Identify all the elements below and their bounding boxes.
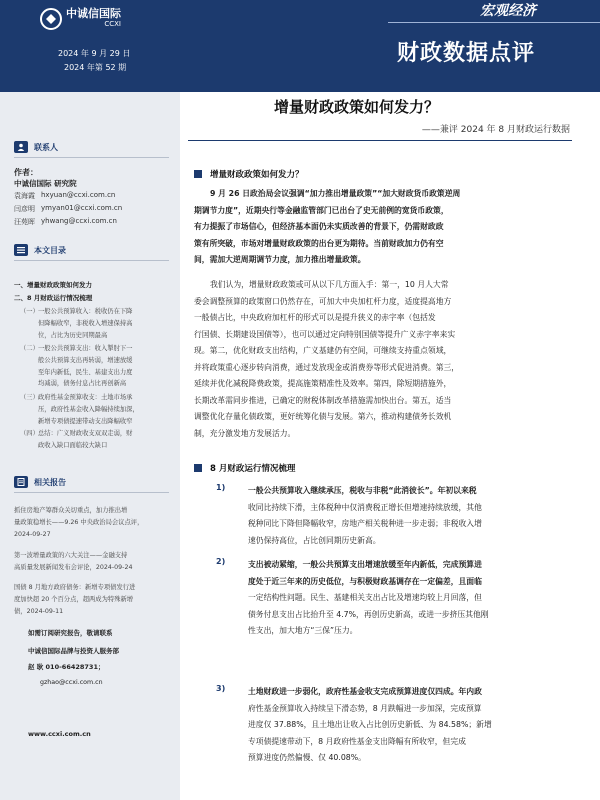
related-report[interactable]: 第一波增量政策的六大关注——金融支持 高质量发展新闻发布会评论，2024-09-24	[14, 552, 133, 571]
report-header	[0, 0, 600, 92]
author-entry	[14, 191, 115, 201]
toc-subitem[interactable]: （三） 政府性基金预算收支：土地市场承 压，政府性基金收入降幅持续加深， 新增专项债提速带动支出降幅收窄	[20, 394, 139, 425]
section-heading: 增量财政政策如何发力？	[194, 168, 304, 180]
list-icon	[14, 244, 28, 256]
authors-org: 中诚信国际 研究院	[14, 179, 77, 188]
related-report[interactable]: 国债 8 月地方政府债务：新增专项债发行进 度加快超 20 个百分点，超两成为特殊新增 债，2024-09-11	[14, 584, 136, 615]
logo-wordmark: 中诚信国际 CCXI	[66, 7, 121, 28]
toc-heading: 本文目录	[14, 244, 66, 256]
series-title: 财政数据点评	[397, 41, 536, 66]
divider	[388, 22, 600, 23]
bullet-square-icon	[194, 464, 202, 472]
subscribe-prompt: 如需订阅研究报告，敬请联系	[28, 629, 113, 637]
toc-subitem[interactable]: （四） 总结：广义财政收支双双走弱，财 政收入缺口面临较大缺口	[20, 430, 133, 449]
author-email[interactable]: hxyuan@ccxi.com.cn	[41, 191, 116, 199]
page-title: 增量财政政策如何发力？	[274, 98, 440, 116]
ccxi-logo-icon	[40, 8, 62, 30]
author-name: 袁海霞	[14, 192, 35, 200]
authors-label: 作者：	[14, 168, 38, 177]
paragraph: 9 月 26 日政治局会议强调“加力推出增量政策”“加大财政货币政策逆周 期调节力度”，近期央行等金融监管部门已出台了史无前例的宽货币政策， 有力提振了市场信心，但经济基本面仍未实质改善的背景下，仍需财政政 策有所突破，市场对增量财政政策的出台更为期待。当前财政加力仍有空 间，需加大逆周期调节力度，加力推出增量政策。	[194, 189, 461, 264]
author-entry	[14, 204, 122, 214]
contact-department: 中诚信国际品牌与投资人服务部	[28, 647, 119, 655]
report-issue: 2024 年第 52 期	[64, 63, 127, 72]
author-email[interactable]: yhwang@ccxi.com.cn	[41, 217, 117, 225]
divider	[14, 157, 169, 158]
website-link[interactable]: www.ccxi.com.cn	[28, 730, 91, 738]
brand-logo	[40, 6, 140, 32]
related-report[interactable]: 抓住房地产筹群众关切重点，加力推出增 量政策稳增长——9.26 中央政治局会议点评， 2024-09-27	[14, 507, 144, 538]
report-date: 2024 年 9 月 29 日	[58, 49, 131, 58]
contact-heading: 联系人	[14, 141, 58, 153]
toc-subitem[interactable]: （一） 一般公共预算收入：税收仍在下降 但降幅收窄，非税收入增速保持高 位，占比为历史同期最高	[20, 308, 133, 339]
document-icon	[14, 476, 28, 488]
bullet-square-icon	[194, 170, 202, 178]
related-heading: 相关报告	[14, 476, 66, 488]
toc-item[interactable]: 一、增量财政政策如何发力	[14, 281, 92, 289]
paragraph: 我们认为，增量财政政策或可从以下几方面入手：第一，10 月人大常 委会调整预算的政策窗口仍然存在，可加大中央加杠杆力度，适度提高地方 一般债占比，中央政府加杠杆的形式可以是提升狭义的赤字率（包括发 行国债、长期建设国债等），也可以通过定向特别国债等提升广义赤字率来实 现。第二，优化财政支出结构，广义基建仍有空间，可继续支持重点领域， 并将政策重心逐步转向消费，通过发放现金或消费券等形式促进消费。第三， 延续并优化减税降费政策，提高施策精准性及效率。第四，除短期措施外， 长期改革需同步推进，已确定的财税体制改革措施需加快出台。第五，适当 调整优化存量化债政策，更好统筹化债与发展。第六，推动构建债务长效机 制，充分激发地方发展活力。	[194, 280, 460, 438]
toc-subitem[interactable]: （二） 一般公共预算支出：收入掣肘下一 般公共预算支出再转弱，增速放缓 至年内新低，民生、基建支出力度 均减弱，债务付息占比再创新高	[20, 345, 133, 388]
page-subtitle: ——兼评 2024 年 8 月财政运行数据	[421, 125, 570, 135]
divider	[14, 260, 169, 261]
contact-email[interactable]: gzhao@ccxi.com.cn	[40, 679, 103, 686]
author-name: 闫彦明	[14, 205, 35, 213]
divider	[188, 140, 572, 141]
category-label: 宏观经济	[480, 3, 536, 19]
author-email[interactable]: ymyan01@ccxi.com.cn	[41, 204, 123, 212]
section-heading: 8 月财政运行情况梳理	[194, 462, 295, 474]
person-icon	[14, 141, 28, 153]
author-entry	[14, 217, 117, 227]
contact-phone: 赵 耿 010-66428731；	[28, 663, 105, 671]
divider	[14, 492, 169, 493]
toc-item[interactable]: 二、8 月财政运行情况梳理	[14, 294, 93, 302]
author-name: 汪苑晖	[14, 218, 35, 226]
